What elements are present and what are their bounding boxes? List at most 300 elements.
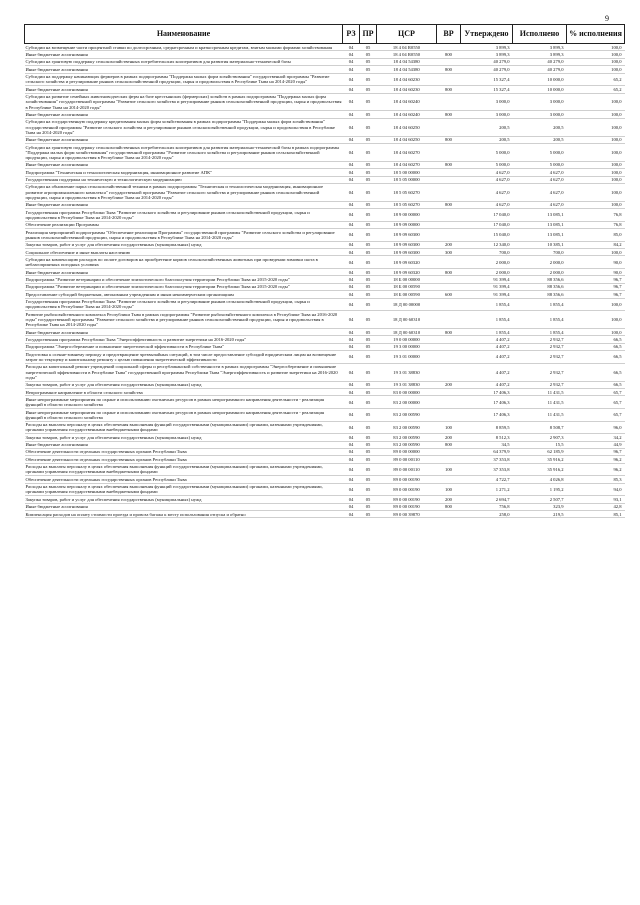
cell-approved: 4 627,0 [461, 176, 513, 183]
cell-csr: 89 0 00 00190 [377, 503, 437, 510]
cell-percent: 85,0 [567, 229, 625, 242]
cell-vr: 800 [437, 201, 461, 208]
cell-pr: 05 [360, 73, 377, 86]
cell-pr: 05 [360, 476, 377, 483]
cell-executed: 1 195,2 [513, 483, 567, 496]
cell-rz: 04 [343, 269, 360, 276]
cell-csr: 18 4 04 60250 [377, 136, 437, 143]
table-row [25, 209, 625, 222]
cell-percent: 96,7 [567, 291, 625, 298]
table-row [25, 456, 625, 463]
cell-percent: 100,0 [567, 183, 625, 201]
cell-percent: 100,0 [567, 161, 625, 168]
cell-name: Государственная программа Республики Тыва "Развитие сельского хозяйства и регулирование рынков сельскохозяйственной продукции, сырья и продовольствия в Республике Тыва на 2014-2020 годы" [25, 298, 343, 311]
cell-approved: 17 406,3 [461, 408, 513, 421]
cell-name: Обеспечение деятельности отдельных государственных органов Республики Тыва [25, 456, 343, 463]
cell-executed: 40 279,0 [513, 58, 567, 65]
cell-executed: 2 932,7 [513, 381, 567, 388]
cell-approved: 40 279,0 [461, 58, 513, 65]
cell-csr: 83 0 00 00000 [377, 388, 437, 395]
cell-pr: 05 [360, 441, 377, 448]
cell-percent: 65,7 [567, 396, 625, 409]
cell-name: Иные бюджетные ассигнования [25, 503, 343, 510]
cell-approved: 4 407,2 [461, 381, 513, 388]
cell-pr: 05 [360, 511, 377, 518]
cell-pr: 05 [360, 396, 377, 409]
header-rz: РЗ [343, 25, 360, 44]
table-row [25, 276, 625, 283]
cell-pr: 05 [360, 381, 377, 388]
table-row [25, 496, 625, 503]
cell-csr: 18 5 00 00000 [377, 169, 437, 176]
cell-pr: 05 [360, 136, 377, 143]
cell-vr [437, 336, 461, 343]
cell-csr: 89 0 00 00190 [377, 483, 437, 496]
cell-pr: 05 [360, 118, 377, 136]
cell-approved: 4 722,7 [461, 476, 513, 483]
cell-name: Иные бюджетные ассигнования [25, 66, 343, 73]
cell-percent: 94,0 [567, 483, 625, 496]
cell-pr: 05 [360, 463, 377, 476]
cell-approved: 91 399,4 [461, 283, 513, 290]
table-row [25, 483, 625, 496]
cell-vr [437, 93, 461, 111]
cell-approved: 34,5 [461, 441, 513, 448]
cell-rz: 04 [343, 118, 360, 136]
cell-executed: 4 026,8 [513, 476, 567, 483]
table-row [25, 476, 625, 483]
cell-rz: 04 [343, 66, 360, 73]
cell-vr [437, 456, 461, 463]
cell-csr: 19 3 00 00000 [377, 343, 437, 350]
cell-csr: 18 4 04 60230 [377, 73, 437, 86]
cell-csr: 83 2 00 00590 [377, 434, 437, 441]
cell-csr: 83 2 00 00590 [377, 408, 437, 421]
cell-rz: 04 [343, 73, 360, 86]
cell-rz: 04 [343, 111, 360, 118]
cell-executed: 2 507,7 [513, 496, 567, 503]
cell-pr: 05 [360, 351, 377, 364]
cell-approved: 40 279,0 [461, 66, 513, 73]
cell-percent: 65,7 [567, 408, 625, 421]
cell-pr: 05 [360, 176, 377, 183]
cell-executed: 2 932,7 [513, 343, 567, 350]
table-row [25, 183, 625, 201]
cell-pr: 05 [360, 256, 377, 269]
table-row [25, 351, 625, 364]
header-executed: Исполнено [513, 25, 567, 44]
cell-vr [437, 408, 461, 421]
cell-vr: 200 [437, 381, 461, 388]
cell-name: Субсидии на обновление парка сельскохозяйственной техники в рамках подпрограммы "Техническая и технологическая модернизация, инновационное развитие агропромышленного комплекса" государственной программы "Развитие сельского хозяйства и регулирование рынков сельскохозяйственной продукции, сырья и продовольствия в Республике Тыва на 2014-2020 годы" [25, 183, 343, 201]
cell-executed: 4 627,0 [513, 176, 567, 183]
cell-vr [437, 298, 461, 311]
cell-vr [437, 476, 461, 483]
cell-approved: 2 000,0 [461, 269, 513, 276]
cell-vr [437, 229, 461, 242]
cell-rz: 04 [343, 456, 360, 463]
cell-percent: 100,0 [567, 118, 625, 136]
cell-rz: 04 [343, 169, 360, 176]
cell-executed: 1 855,4 [513, 328, 567, 335]
cell-executed: 88 356,6 [513, 291, 567, 298]
cell-rz: 04 [343, 209, 360, 222]
cell-name: Иные бюджетные ассигнования [25, 441, 343, 448]
cell-csr: 18 4 04 60240 [377, 111, 437, 118]
cell-rz: 04 [343, 143, 360, 161]
cell-name: Закупка товаров, работ и услуг для обеспечения государственных (муниципальных) нужд [25, 241, 343, 248]
cell-pr: 05 [360, 241, 377, 248]
cell-csr: 18 9 09 60320 [377, 256, 437, 269]
cell-name: Субсидии на развитие семейных животноводческих ферм на базе крестьянских (фермерских) хозяйств в рамках подпрограммы "Поддержка малых форм хозяйствования" государственной программы "Развитие сельского хозяйства и регулирование рынков сельскохозяйственной продукции, сырья и продовольствия в Республике Тыва на 2014-2020 годы" [25, 94, 342, 110]
cell-name: Иные бюджетные ассигнования [25, 136, 343, 143]
cell-rz: 04 [343, 51, 360, 58]
cell-percent: 100,0 [567, 249, 625, 256]
cell-executed: 323,9 [513, 503, 567, 510]
cell-name: Социальное обеспечение и иные выплаты населению [25, 249, 343, 256]
cell-rz: 04 [343, 283, 360, 290]
cell-rz: 04 [343, 483, 360, 496]
cell-approved: 2 000,0 [461, 256, 513, 269]
cell-csr: 19 0 00 00000 [377, 336, 437, 343]
cell-pr: 05 [360, 66, 377, 73]
cell-csr: 18 Б 00 00590 [377, 283, 437, 290]
table-row [25, 511, 625, 518]
cell-rz: 04 [343, 476, 360, 483]
cell-vr [437, 209, 461, 222]
cell-csr: 18 Д 00 60310 [377, 328, 437, 335]
cell-percent: 76,8 [567, 221, 625, 228]
cell-executed: 8 508,7 [513, 421, 567, 434]
cell-csr: 18 Д 00 00000 [377, 298, 437, 311]
cell-percent: 96,2 [567, 463, 625, 476]
cell-approved: 3 000,0 [461, 93, 513, 111]
cell-percent: 66,5 [567, 381, 625, 388]
cell-rz: 04 [343, 336, 360, 343]
cell-approved: 3 899,3 [461, 44, 513, 51]
cell-percent: 65,7 [567, 388, 625, 395]
cell-name: Государственная программа Республики Тыва "Энергоэффективность и развитие энергетики на 2016-2020 годы" [25, 336, 343, 343]
table-row [25, 73, 625, 86]
cell-approved: 200,5 [461, 136, 513, 143]
cell-pr: 05 [360, 161, 377, 168]
cell-vr [437, 351, 461, 364]
cell-csr: 18 9 09 00000 [377, 221, 437, 228]
table-row [25, 396, 625, 409]
cell-executed: 11 431,5 [513, 408, 567, 421]
cell-vr [437, 396, 461, 409]
cell-name: Закупка товаров, работ и услуг для обеспечения государственных (муниципальных) нужд [25, 381, 343, 388]
cell-pr: 05 [360, 448, 377, 455]
cell-rz: 04 [343, 229, 360, 242]
cell-rz: 04 [343, 441, 360, 448]
table-row [25, 51, 625, 58]
cell-name: Субсидии на грантовую поддержку сельскохозяйственных потребительских кооперативов для развития материально-технической базы в рамках подпрограммы "Поддержка малых форм хозяйствования" государственной программы "Развитие сельского хозяйства и регулирование рынков сельскохозяйственной продукции, сырья и продовольствия в Республике Тыва на 2014-2020 годы" [25, 143, 343, 161]
cell-vr: 600 [437, 291, 461, 298]
cell-name: Иные бюджетные ассигнования [25, 328, 343, 335]
cell-csr: 18 9 00 00000 [377, 209, 437, 222]
cell-csr: 19 3 01 38830 [377, 381, 437, 388]
cell-executed: 13 085,1 [513, 221, 567, 228]
cell-vr [437, 58, 461, 65]
header-csr: ЦСР [377, 25, 437, 44]
cell-approved: 17 406,3 [461, 388, 513, 395]
cell-name: Закупка товаров, работ и услуг для обеспечения государственных (муниципальных) нужд [25, 434, 343, 441]
cell-vr: 800 [437, 269, 461, 276]
table-row [25, 201, 625, 208]
cell-rz: 04 [343, 86, 360, 93]
cell-executed: 4 627,0 [513, 201, 567, 208]
cell-vr: 200 [437, 434, 461, 441]
cell-approved: 700,0 [461, 249, 513, 256]
table-row [25, 136, 625, 143]
cell-rz: 04 [343, 388, 360, 395]
cell-executed: 1 855,4 [513, 311, 567, 329]
cell-executed: 2 907,3 [513, 434, 567, 441]
cell-csr: 18 4 04 R0550 [377, 51, 437, 58]
cell-csr: 89 0 00 00110 [377, 456, 437, 463]
cell-pr: 05 [360, 169, 377, 176]
cell-percent: 100,0 [567, 93, 625, 111]
cell-pr: 05 [360, 311, 377, 329]
cell-pr: 05 [360, 496, 377, 503]
cell-percent: 84,2 [567, 241, 625, 248]
cell-pr: 05 [360, 434, 377, 441]
table-row [25, 176, 625, 183]
cell-csr: 18 4 04 60270 [377, 143, 437, 161]
cell-approved: 1 855,4 [461, 298, 513, 311]
table-row [25, 44, 625, 51]
cell-percent: 100,0 [567, 58, 625, 65]
header-name: Наименование [25, 25, 343, 44]
cell-approved: 15 327,4 [461, 73, 513, 86]
cell-executed: 35 916,2 [513, 456, 567, 463]
cell-executed: 5 000,0 [513, 143, 567, 161]
cell-pr: 05 [360, 111, 377, 118]
cell-executed: 200,5 [513, 136, 567, 143]
cell-approved: 200,5 [461, 118, 513, 136]
cell-approved: 91 399,4 [461, 291, 513, 298]
cell-pr: 05 [360, 328, 377, 335]
cell-percent: 66,5 [567, 351, 625, 364]
cell-name: Иные бюджетные ассигнования [25, 51, 343, 58]
cell-name: Субсидии на возмещение части процентной ставки по долгосрочным, среднесрочным и краткосрочным кредитам, взятым малыми формами хозяйствования [25, 44, 343, 51]
cell-vr: 800 [437, 111, 461, 118]
cell-percent: 65,2 [567, 86, 625, 93]
cell-pr: 05 [360, 276, 377, 283]
cell-csr: 18 4 04 54380 [377, 58, 437, 65]
cell-csr: 18 9 09 60300 [377, 241, 437, 248]
cell-rz: 04 [343, 496, 360, 503]
cell-pr: 05 [360, 93, 377, 111]
cell-vr [437, 183, 461, 201]
cell-approved: 8 512,3 [461, 434, 513, 441]
cell-pr: 05 [360, 456, 377, 463]
cell-vr: 800 [437, 136, 461, 143]
cell-approved: 1 271,2 [461, 483, 513, 496]
cell-vr: 800 [437, 441, 461, 448]
cell-approved: 4 627,0 [461, 201, 513, 208]
cell-rz: 04 [343, 241, 360, 248]
cell-rz: 04 [343, 448, 360, 455]
cell-percent: 85,1 [567, 511, 625, 518]
budget-table [24, 24, 625, 518]
cell-pr: 05 [360, 483, 377, 496]
cell-vr [437, 311, 461, 329]
cell-csr: 18 5 05 60270 [377, 201, 437, 208]
cell-executed: 2 932,7 [513, 336, 567, 343]
table-row [25, 111, 625, 118]
table-row [25, 58, 625, 65]
cell-vr [437, 73, 461, 86]
cell-executed: 15,5 [513, 441, 567, 448]
cell-name: Иные бюджетные ассигнования [25, 269, 343, 276]
cell-vr [437, 511, 461, 518]
cell-name: Обеспечение деятельности отдельных государственных органов Республики Тыва [25, 476, 343, 483]
cell-pr: 05 [360, 86, 377, 93]
cell-executed: 4 627,0 [513, 183, 567, 201]
cell-approved: 17 406,3 [461, 396, 513, 409]
cell-executed: 88 356,6 [513, 283, 567, 290]
cell-vr: 200 [437, 241, 461, 248]
cell-name: Иные непрограммные мероприятия по охране и использованию охотничьих ресурсов в рамках непрограммного направления деятельности - реализация функций в области сельского хозяйства [25, 408, 343, 421]
cell-approved: 4 407,2 [461, 336, 513, 343]
cell-csr: 18 5 05 60270 [377, 183, 437, 201]
cell-csr: 83 2 00 00000 [377, 396, 437, 409]
cell-rz: 04 [343, 221, 360, 228]
cell-name: Подготовка к осенне-зимнему периоду и предотвращение чрезвычайных ситуаций, в том числе предоставление субсидий юридическим лицам на возмещение затрат по текущему и капитальному ремонту с целью повышения энергетической эффективности [25, 351, 343, 364]
cell-approved: 12 340,0 [461, 241, 513, 248]
table-row [25, 143, 625, 161]
cell-csr: 18 9 09 60320 [377, 269, 437, 276]
cell-percent: 96,7 [567, 448, 625, 455]
cell-approved: 1 855,4 [461, 311, 513, 329]
table-row [25, 66, 625, 73]
cell-approved: 15 327,4 [461, 86, 513, 93]
cell-name: Расходы на выплаты персоналу в целях обеспечения выполнения функций государственными (муниципальными) органами, казенными учреждениями, органами управления государственными внебюджетными фондами [25, 421, 343, 434]
cell-name: Обеспечение деятельности отдельных государственных органов Республики Тыва [25, 448, 343, 455]
cell-csr: 18 4 04 R0550 [377, 44, 437, 51]
cell-vr [437, 256, 461, 269]
header-approved: Утверждено [461, 25, 513, 44]
cell-approved: 5 000,0 [461, 161, 513, 168]
header-vr: ВР [437, 25, 461, 44]
cell-percent: 42,8 [567, 503, 625, 510]
table-row [25, 381, 625, 388]
table-row [25, 93, 625, 111]
cell-approved: 8 859,5 [461, 421, 513, 434]
table-row [25, 363, 625, 381]
cell-name: Реализация мероприятий подпрограммы "Обеспечение реализации Программы" государственной программы "Развитие сельского хозяйства и регулирование рынков сельскохозяйственной продукции, сырья и продовольствия в Республике Тыва на 2014-2020 годы" [25, 229, 343, 242]
cell-approved: 4 627,0 [461, 183, 513, 201]
cell-csr: 83 2 00 00590 [377, 421, 437, 434]
cell-percent: 100,0 [567, 169, 625, 176]
cell-csr: 18 Б 00 00000 [377, 276, 437, 283]
cell-pr: 05 [360, 291, 377, 298]
cell-csr: 18 9 09 60300 [377, 249, 437, 256]
cell-name: Иные непрограммные мероприятия по охране и использованию охотничьих ресурсов в рамках непрограммного направления деятельности - реализация функций в области сельского хозяйства [25, 396, 343, 409]
cell-rz: 04 [343, 93, 360, 111]
table-row [25, 328, 625, 335]
cell-rz: 04 [343, 463, 360, 476]
cell-approved: 37 353,8 [461, 456, 513, 463]
cell-name: Иные бюджетные ассигнования [25, 111, 343, 118]
cell-csr: 83 2 00 00590 [377, 441, 437, 448]
cell-name: Подпрограмма "Развитие ветеринарии и обеспечение эпизоотического благополучия территории Республики Тыва на 2015-2020 годы" [25, 283, 343, 290]
cell-vr: 100 [437, 483, 461, 496]
cell-percent: 66,5 [567, 343, 625, 350]
cell-executed: 4 627,0 [513, 169, 567, 176]
cell-pr: 05 [360, 249, 377, 256]
cell-vr [437, 276, 461, 283]
cell-percent: 100,0 [567, 328, 625, 335]
cell-vr [437, 448, 461, 455]
cell-pr: 05 [360, 269, 377, 276]
cell-vr: 800 [437, 503, 461, 510]
cell-rz: 04 [343, 256, 360, 269]
cell-percent: 65,2 [567, 73, 625, 86]
cell-rz: 04 [343, 136, 360, 143]
table-row [25, 169, 625, 176]
table-row [25, 463, 625, 476]
cell-approved: 91 399,4 [461, 276, 513, 283]
cell-approved: 4 627,0 [461, 169, 513, 176]
cell-percent: 96,7 [567, 276, 625, 283]
cell-name: Компенсация расходов на оплату стоимости проезда и провоза багажа к месту использования отпуска и обратно [25, 511, 343, 518]
cell-rz: 04 [343, 503, 360, 510]
cell-csr: 18 4 04 60230 [377, 86, 437, 93]
cell-percent: 90,0 [567, 269, 625, 276]
cell-executed: 40 279,0 [513, 66, 567, 73]
table-row [25, 298, 625, 311]
cell-rz: 04 [343, 276, 360, 283]
cell-approved: 756,8 [461, 503, 513, 510]
cell-executed: 200,5 [513, 118, 567, 136]
cell-pr: 05 [360, 183, 377, 201]
table-row [25, 249, 625, 256]
cell-rz: 04 [343, 291, 360, 298]
table-body [25, 44, 625, 518]
cell-name: Подпрограмма "Техническая и технологическая модернизация, инновационное развитие АПК" [25, 169, 343, 176]
cell-name: Иные бюджетные ассигнования [25, 86, 343, 93]
table-row [25, 86, 625, 93]
cell-rz: 04 [343, 298, 360, 311]
cell-approved: 4 407,2 [461, 363, 513, 381]
cell-percent: 100,0 [567, 143, 625, 161]
cell-rz: 04 [343, 328, 360, 335]
cell-name: Расходы на капитальный ремонт учреждений социальной сферы и республиканской собственности в рамках подпрограммы "Энергосбережение и повышение энергетической эффективности в Республике Тыва" государственной программы Республики Тыва "Энергоэффективность и развитие энергетики на 2016-2020 годы" [25, 363, 343, 381]
cell-csr: 18 4 04 60250 [377, 118, 437, 136]
cell-approved: 17 040,0 [461, 221, 513, 228]
cell-executed: 5 000,0 [513, 161, 567, 168]
cell-name: Иные бюджетные ассигнования [25, 201, 343, 208]
cell-approved: 64 379,9 [461, 448, 513, 455]
cell-executed: 88 356,6 [513, 276, 567, 283]
cell-percent: 34,2 [567, 434, 625, 441]
cell-vr [437, 176, 461, 183]
cell-rz: 04 [343, 201, 360, 208]
table-row [25, 161, 625, 168]
cell-approved: 4 407,2 [461, 351, 513, 364]
cell-percent: 96,0 [567, 421, 625, 434]
table-row [25, 241, 625, 248]
cell-csr: 18 4 04 54380 [377, 66, 437, 73]
cell-vr [437, 388, 461, 395]
cell-percent: 100,0 [567, 201, 625, 208]
table-row [25, 441, 625, 448]
cell-csr: 19 3 01 00000 [377, 351, 437, 364]
cell-percent: 100,0 [567, 111, 625, 118]
